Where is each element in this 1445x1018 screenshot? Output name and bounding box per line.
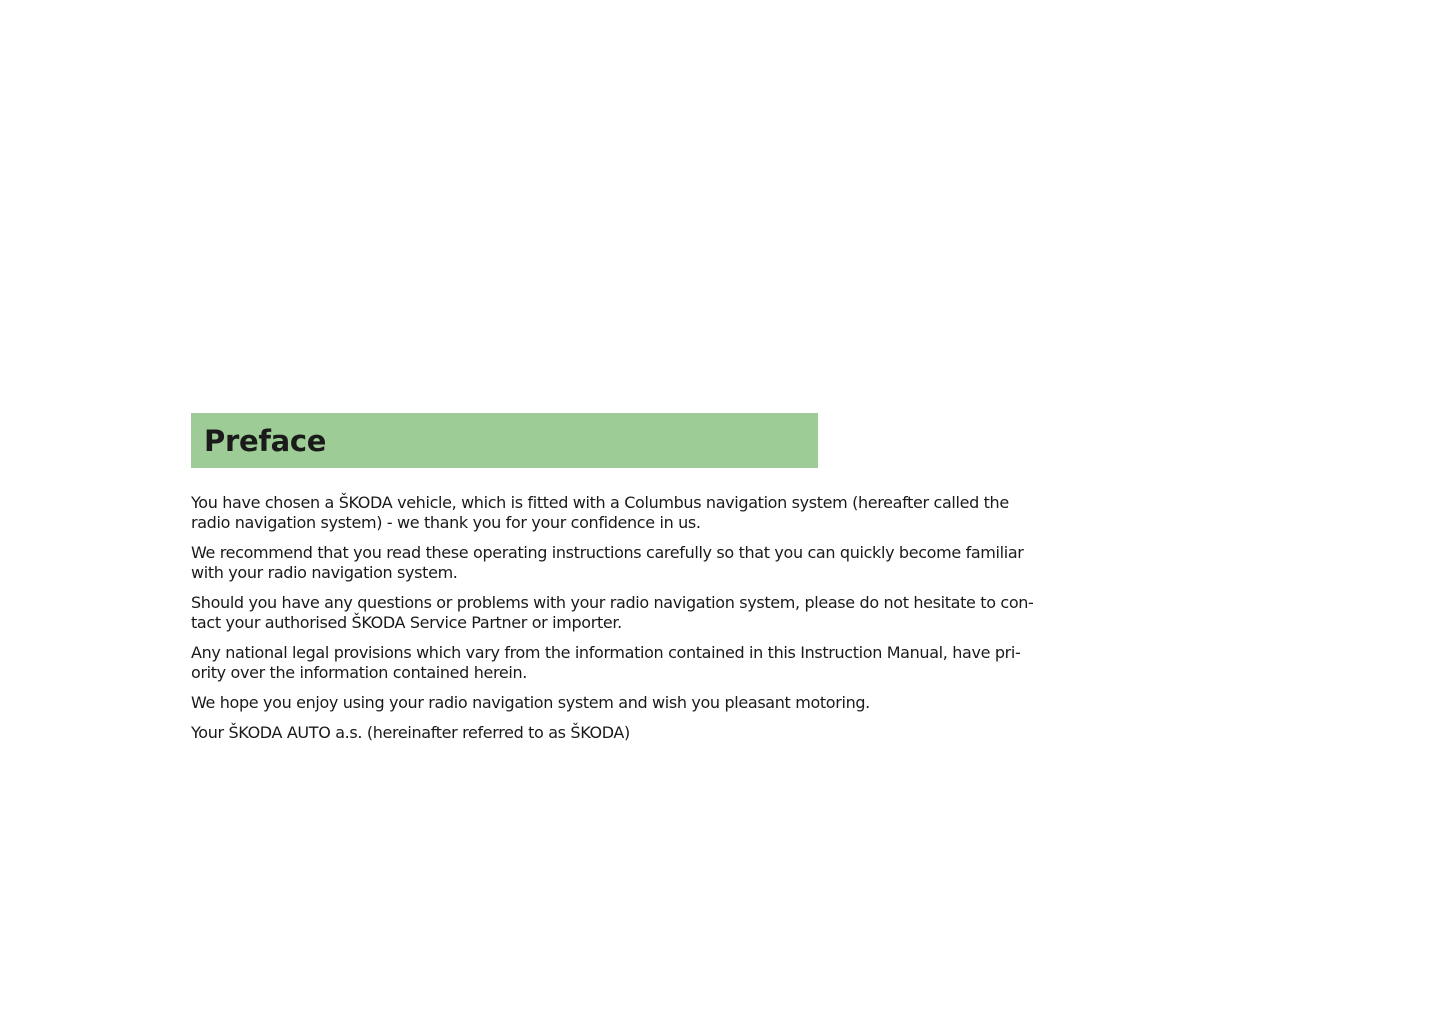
text-line: Your ŠKODA AUTO a.s. (hereinafter referred to as ŠKODA) xyxy=(191,723,630,742)
text-line: We recommend that you read these operating instructions carefully so that you can quickly become familiar xyxy=(191,543,1024,562)
section-heading-bar xyxy=(191,413,818,468)
preface-body xyxy=(191,493,1041,753)
text-line: ority over the information contained herein. xyxy=(191,663,527,682)
text-line: Any national legal provisions which vary from the information contained in this Instruction Manual, have pri- xyxy=(191,643,1021,662)
paragraph-wishes xyxy=(191,693,1041,713)
text-line: You have chosen a ŠKODA vehicle, which is fitted with a Columbus navigation system (hereafter called the xyxy=(191,493,1009,512)
paragraph-signature xyxy=(191,723,1041,743)
text-line: Should you have any questions or problems with your radio navigation system, please do not hesitate to con- xyxy=(191,593,1034,612)
section-title: Preface xyxy=(204,424,327,458)
paragraph-thanks xyxy=(191,493,1041,533)
text-line: with your radio navigation system. xyxy=(191,563,458,582)
paragraph-questions xyxy=(191,593,1041,633)
paragraph-recommendation xyxy=(191,543,1041,583)
paragraph-legal xyxy=(191,643,1041,683)
text-line: radio navigation system) - we thank you for your confidence in us. xyxy=(191,513,701,532)
text-line: tact your authorised ŠKODA Service Partner or importer. xyxy=(191,613,622,632)
text-line: We hope you enjoy using your radio navigation system and wish you pleasant motoring. xyxy=(191,693,870,712)
